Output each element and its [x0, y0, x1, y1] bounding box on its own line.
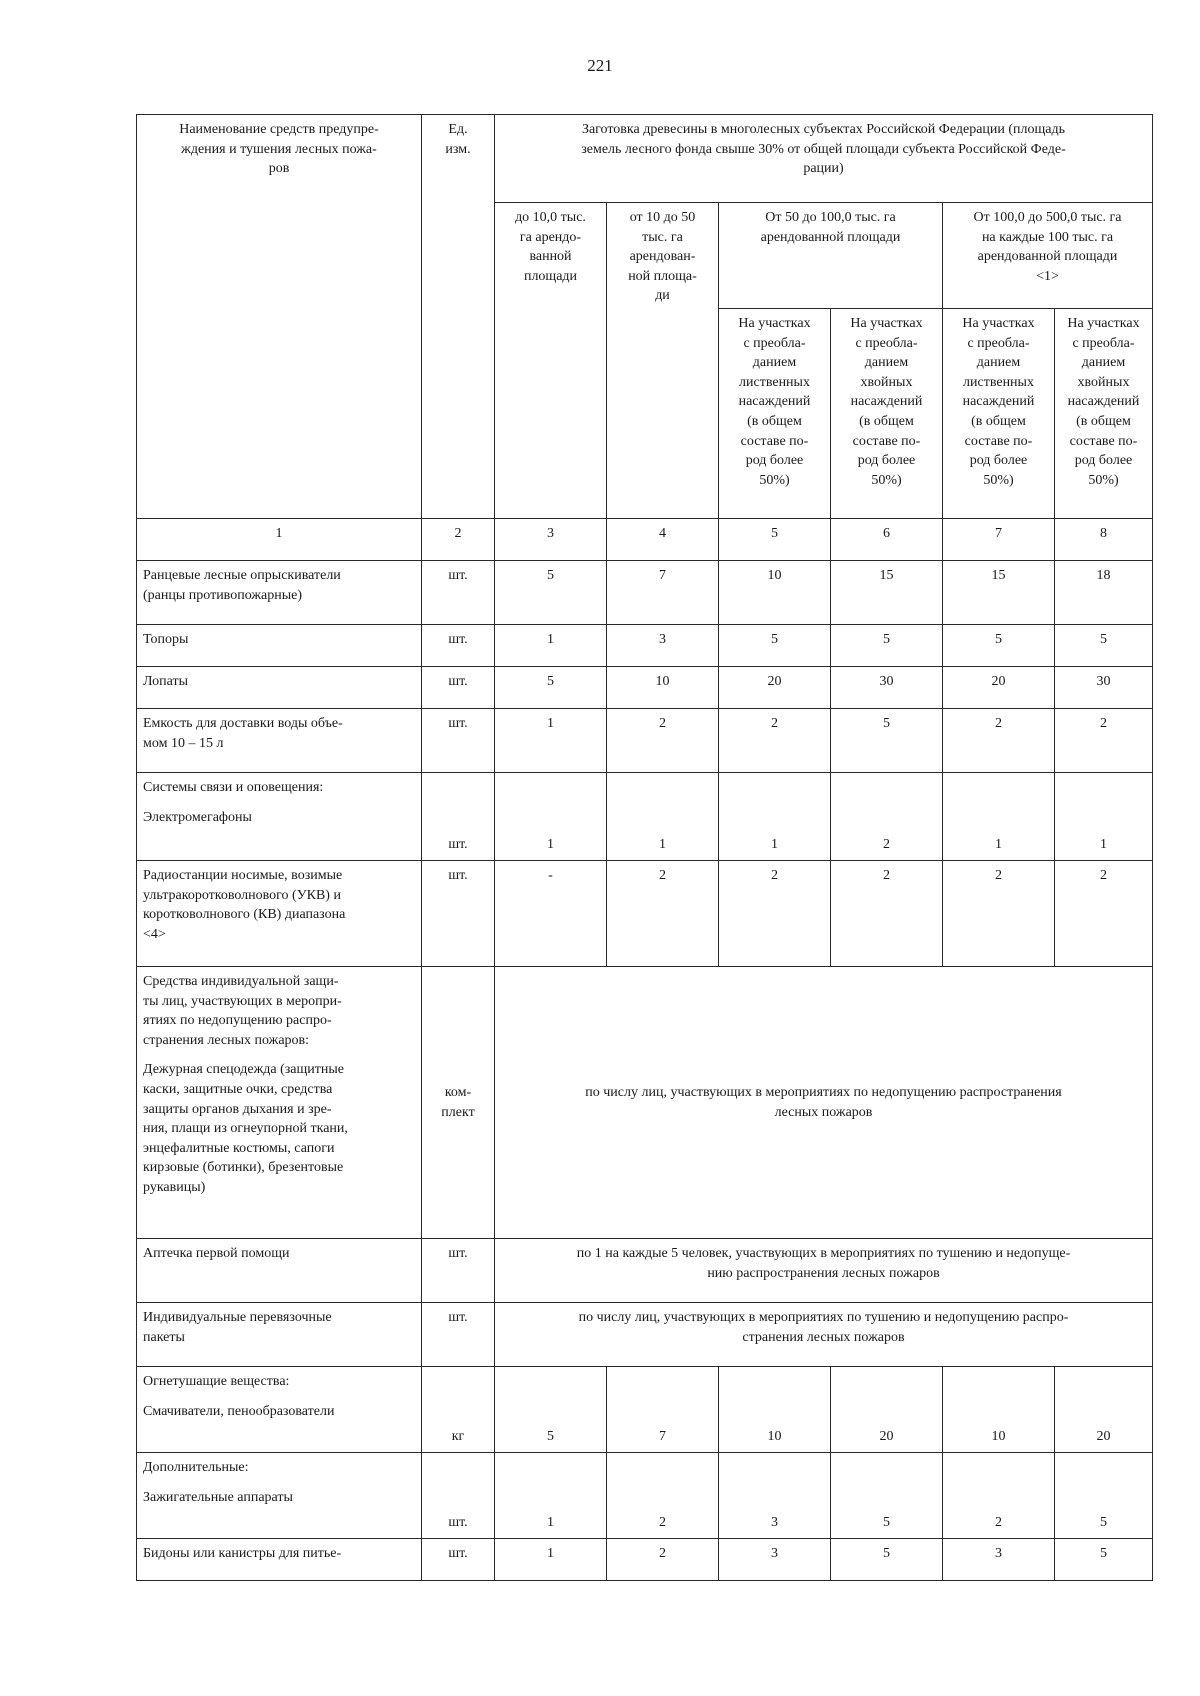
section-heading: Огнетушащие вещества: — [143, 1374, 290, 1389]
item-value: 3 — [607, 625, 719, 667]
item-value: 15 — [943, 561, 1055, 625]
item-name-cell — [137, 1453, 422, 1539]
item-unit — [422, 967, 495, 1239]
item-name: Аптечка первой помощи — [137, 1239, 422, 1303]
table-row-canisters — [137, 1539, 1153, 1581]
header-col-4 — [607, 203, 719, 519]
merged-note — [495, 967, 1153, 1239]
item-value: 5 — [495, 1367, 607, 1453]
item-name: Дежурная спецодежда (защитные каски, защитные очки, средства защиты органов дыхания и зре- ния, плащи из огнеупорной ткани, энцефалитные костюмы, сапоги кирзовые (ботинки), брезентовые рукавицы) — [143, 1062, 348, 1195]
item-value: - — [495, 861, 607, 967]
item-value: 1 — [495, 773, 607, 861]
item-value: 5 — [831, 1539, 943, 1581]
table-row-bandages — [137, 1303, 1153, 1367]
col-number: 8 — [1055, 519, 1153, 561]
item-unit: шт. — [422, 709, 495, 773]
item-value: 20 — [831, 1367, 943, 1453]
item-unit: шт. — [422, 1239, 495, 1303]
item-value: 10 — [943, 1367, 1055, 1453]
item-value: 2 — [607, 1453, 719, 1539]
item-value: 2 — [943, 861, 1055, 967]
item-value: 5 — [1055, 1539, 1153, 1581]
header-col-4-text: от 10 до 50 тыс. га арендован- ной площа- ди — [628, 210, 697, 304]
item-value: 2 — [1055, 709, 1153, 773]
item-value: 2 — [1055, 861, 1153, 967]
item-value: 10 — [719, 561, 831, 625]
merged-note — [495, 1303, 1153, 1367]
item-name: Лопаты — [137, 667, 422, 709]
header-col-7-text: На участках с преобла- данием лиственных насаждений (в общем составе по- род более 50%) — [962, 316, 1035, 488]
item-value: 2 — [607, 861, 719, 967]
item-value: 5 — [495, 561, 607, 625]
item-value: 1 — [495, 709, 607, 773]
col-number: 7 — [943, 519, 1055, 561]
merged-note-text: по числу лиц, участвующих в мероприятиях по тушению и недопущению распро- странения лесных пожаров — [578, 1310, 1069, 1345]
item-unit: кг — [422, 1367, 495, 1453]
item-value: 2 — [719, 861, 831, 967]
item-value: 5 — [831, 709, 943, 773]
header-group-text: Заготовка древесины в многолесных субъектах Российской Федерации (площадь земель лесного фонда свыше 30% от общей площади субъекта Российской Феде- рации) — [581, 122, 1066, 177]
item-value: 3 — [719, 1539, 831, 1581]
item-value: 2 — [607, 709, 719, 773]
item-value: 10 — [719, 1367, 831, 1453]
item-name-cell — [137, 773, 422, 861]
item-unit: шт. — [422, 625, 495, 667]
item-value: 20 — [1055, 1367, 1153, 1453]
item-value: 1 — [495, 1453, 607, 1539]
item-value: 1 — [495, 625, 607, 667]
item-value: 20 — [719, 667, 831, 709]
item-unit: шт. — [422, 773, 495, 861]
col-number: 5 — [719, 519, 831, 561]
item-name: Зажигательные аппараты — [143, 1489, 293, 1505]
header-name-text: Наименование средств предупре- ждения и тушения лесных пожа- ров — [179, 122, 379, 177]
header-sub-100-500 — [943, 203, 1153, 309]
header-sub-50-100-text: От 50 до 100,0 тыс. га арендованной площади — [760, 210, 901, 245]
header-col-5-text: На участках с преобла- данием лиственных насаждений (в общем составе по- род более 50%) — [738, 316, 811, 488]
item-value: 3 — [719, 1453, 831, 1539]
item-value: 7 — [607, 1367, 719, 1453]
col-number: 2 — [422, 519, 495, 561]
item-value: 30 — [831, 667, 943, 709]
merged-note-text: по 1 на каждые 5 человек, участвующих в мероприятиях по тушению и недопуще- нию распространения лесных пожаров — [576, 1246, 1071, 1281]
table-row-first-aid — [137, 1239, 1153, 1303]
item-name: Ранцевые лесные опрыскиватели (ранцы противопожарные) — [137, 561, 422, 625]
item-value: 15 — [831, 561, 943, 625]
item-value: 30 — [1055, 667, 1153, 709]
col-number: 3 — [495, 519, 607, 561]
col-number: 1 — [137, 519, 422, 561]
header-sub-100-500-text: От 100,0 до 500,0 тыс. га на каждые 100 тыс. га арендованной площади <1> — [973, 210, 1122, 284]
header-col-8 — [1055, 309, 1153, 519]
item-value: 2 — [607, 1539, 719, 1581]
item-value: 20 — [943, 667, 1055, 709]
column-number-row — [137, 519, 1153, 561]
item-value: 1 — [943, 773, 1055, 861]
item-unit: шт. — [422, 561, 495, 625]
item-value: 5 — [719, 625, 831, 667]
col-number: 4 — [607, 519, 719, 561]
item-value: 2 — [831, 861, 943, 967]
item-value: 2 — [831, 773, 943, 861]
equipment-table — [136, 114, 1153, 1581]
table-row-sprayers — [137, 561, 1153, 625]
item-value: 2 — [943, 709, 1055, 773]
item-unit: шт. — [422, 1453, 495, 1539]
item-value: 5 — [495, 667, 607, 709]
table-row-additional — [137, 1453, 1153, 1539]
section-heading: Системы связи и оповещения: — [143, 780, 324, 795]
item-name-cell — [137, 967, 422, 1239]
page-number: 221 — [587, 56, 613, 75]
col-number: 6 — [831, 519, 943, 561]
item-name: Бидоны или канистры для питье- — [137, 1539, 422, 1581]
header-unit-column — [422, 115, 495, 519]
item-value: 7 — [607, 561, 719, 625]
header-col-7 — [943, 309, 1055, 519]
item-unit: шт. — [422, 667, 495, 709]
table-row-extinguishing — [137, 1367, 1153, 1453]
item-value: 5 — [943, 625, 1055, 667]
item-name: Электромегафоны — [143, 809, 252, 825]
table-row-communication — [137, 773, 1153, 861]
item-value: 5 — [831, 1453, 943, 1539]
item-value: 5 — [1055, 625, 1153, 667]
item-name: Индивидуальные перевязочные пакеты — [137, 1303, 422, 1367]
merged-note-text: по числу лиц, участвующих в мероприятиях по недопущению распространения лесных пожаров — [585, 1085, 1062, 1120]
section-heading: Дополнительные: — [143, 1460, 249, 1475]
item-unit: шт. — [422, 1539, 495, 1581]
item-value: 5 — [1055, 1453, 1153, 1539]
item-value: 1 — [495, 1539, 607, 1581]
header-col-3-text: до 10,0 тыс. га арендо- ванной площади — [515, 210, 586, 284]
section-heading: Средства индивидуальной защи- ты лиц, участвующих в меропри- ятиях по недопущению распро- странения лесных пожаров: — [143, 974, 342, 1048]
item-value: 3 — [943, 1539, 1055, 1581]
item-value: 1 — [719, 773, 831, 861]
item-name: Емкость для доставки воды объе- мом 10 – 15 л — [137, 709, 422, 773]
table-row-shovels — [137, 667, 1153, 709]
header-col-6 — [831, 309, 943, 519]
table-row-axes — [137, 625, 1153, 667]
table-row-radio — [137, 861, 1153, 967]
item-value: 18 — [1055, 561, 1153, 625]
item-value: 1 — [1055, 773, 1153, 861]
item-name: Топоры — [137, 625, 422, 667]
header-col-8-text: На участках с преобла- данием хвойных насаждений (в общем составе по- род более 50%) — [1067, 316, 1140, 488]
header-name-column — [137, 115, 422, 519]
item-unit: шт. — [422, 861, 495, 967]
table-row-ppe — [137, 967, 1153, 1239]
item-name-cell — [137, 1367, 422, 1453]
header-col-5 — [719, 309, 831, 519]
item-unit: шт. — [422, 1303, 495, 1367]
header-col-3 — [495, 203, 607, 519]
table-row-water-container — [137, 709, 1153, 773]
merged-note — [495, 1239, 1153, 1303]
item-value: 2 — [943, 1453, 1055, 1539]
header-group-title — [495, 115, 1153, 203]
header-unit-text: Ед. изм. — [445, 122, 471, 157]
item-value: 2 — [719, 709, 831, 773]
header-col-6-text: На участках с преобла- данием хвойных насаждений (в общем составе по- род более 50%) — [850, 316, 923, 488]
header-sub-50-100 — [719, 203, 943, 309]
item-name: Радиостанции носимые, возимые ультракоротковолнового (УКВ) и коротковолнового (КВ) диапазона <4> — [137, 861, 422, 967]
item-value: 10 — [607, 667, 719, 709]
item-name: Смачиватели, пенообразователи — [143, 1403, 335, 1419]
item-unit-text: ком- плект — [441, 1085, 475, 1120]
item-value: 5 — [831, 625, 943, 667]
item-value: 1 — [607, 773, 719, 861]
